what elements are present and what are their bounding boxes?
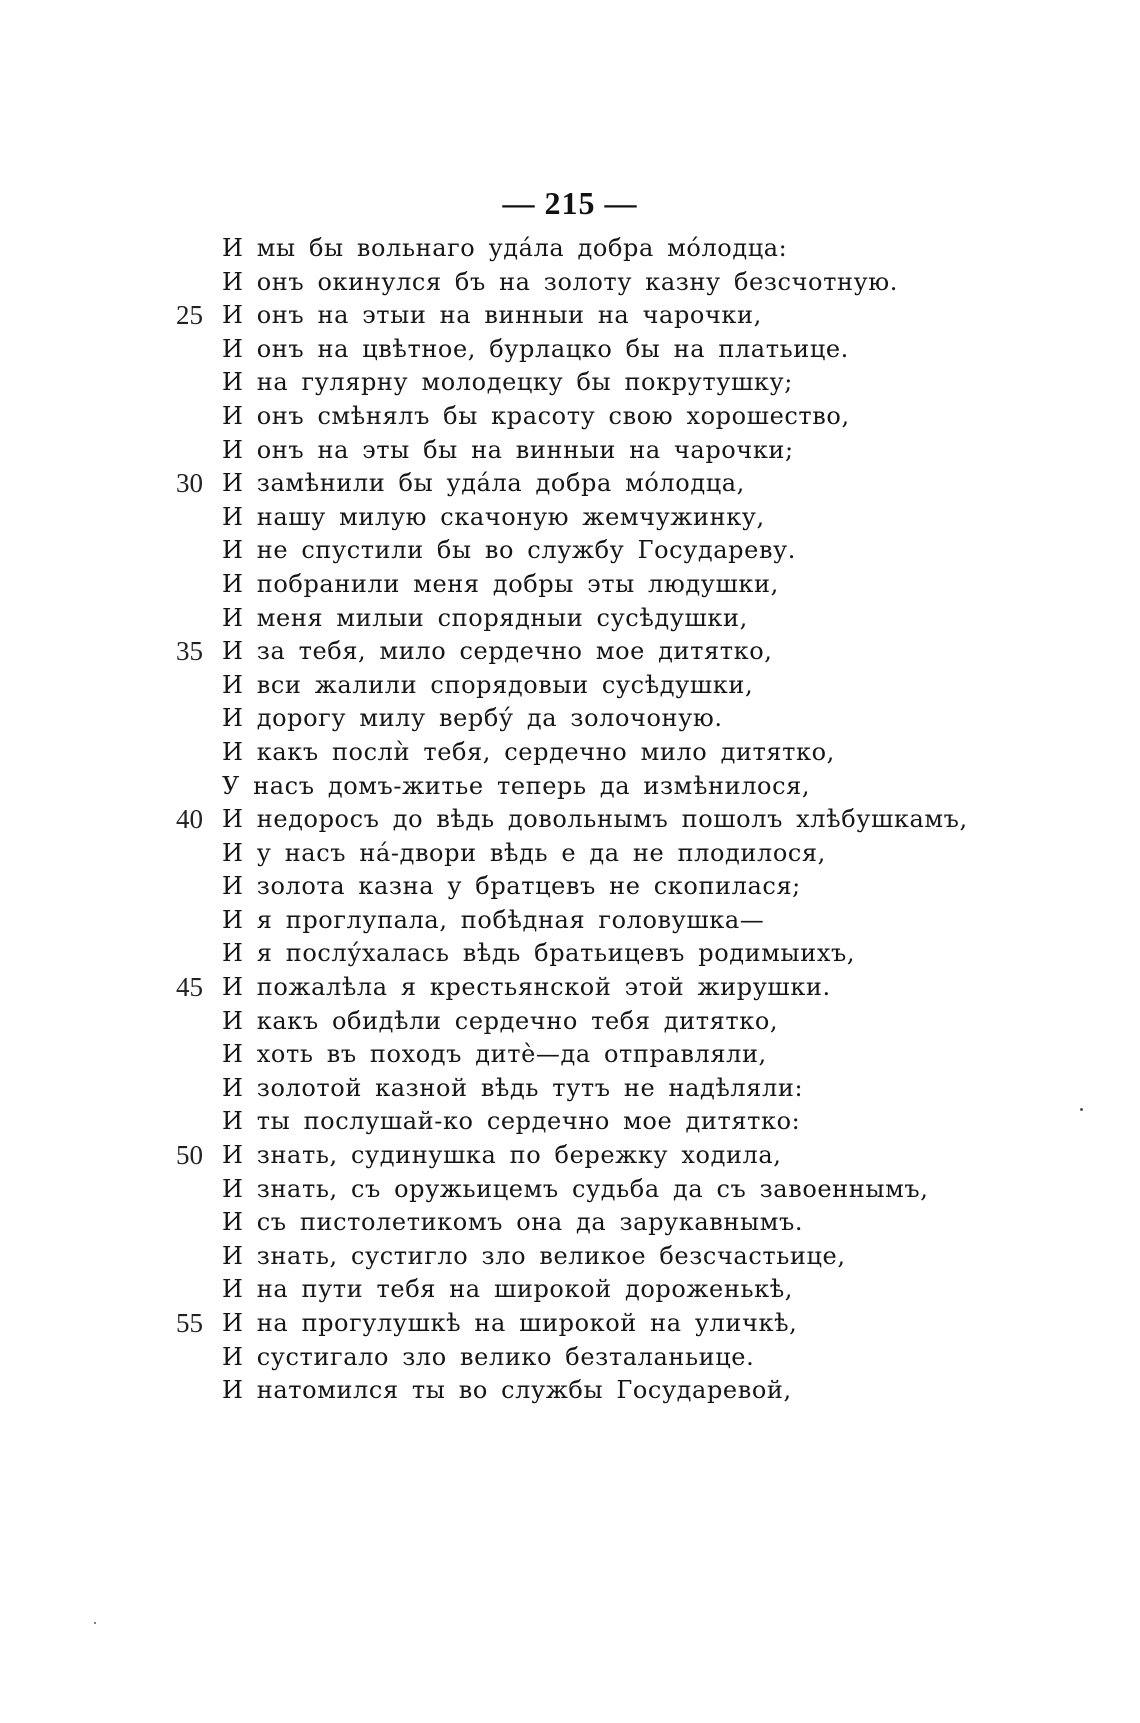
verse-text: И у насъ на́-двори вѣдь е да не плодилося, [222,838,826,867]
verse-text: И за тебя, мило сердечно мое дитятко, [222,637,773,666]
verse-line [0,266,1140,300]
verse-text: И золота казна у братцевъ не скопилася; [222,872,801,901]
line-number: 35 [176,636,203,667]
verse-text: И дорогу милу вербу́ да золочоную. [222,704,723,733]
verse-line [0,602,1140,636]
verse-text: И какъ послѝ тебя, сердечно мило дитятко, [222,737,835,766]
verse-text: И знать, сустигло зло великое безсчастьице, [222,1241,846,1270]
verse-text: И съ пистолетикомъ она да зарукавнымъ. [222,1208,804,1237]
verse-line [0,299,1140,333]
verse-line [0,434,1140,468]
verse-line [0,400,1140,434]
verse-line [0,803,1140,837]
scan-speck [94,1622,96,1624]
line-number: 30 [176,468,203,499]
line-number: 25 [176,300,203,331]
verse-text: И знать, судинушка по бережку ходила, [222,1141,782,1170]
verse-text: И вси жалили спорядовыи сусѣдушки, [222,670,754,699]
verse-line [0,501,1140,535]
verse-line [0,702,1140,736]
verse-line [0,1005,1140,1039]
verse-text: И онъ на цвѣтное, бурлацко бы на платьице. [222,334,849,363]
verse-line [0,1240,1140,1274]
verse-text: И онъ на этыи на винныи на чарочки, [222,301,762,330]
verse-block [0,232,1140,1408]
verse-text: И натомился ты во службы Государевой, [222,1376,792,1405]
verse-line [0,568,1140,602]
verse-text: И сустигало зло велико безталаньице. [222,1342,755,1371]
verse-line [0,870,1140,904]
verse-text: И меня милыи спорядныи сусѣдушки, [222,603,748,632]
line-number: 45 [176,972,203,1003]
verse-text: И на гулярну молодецку бы покрутушку; [222,368,793,397]
verse-line [0,534,1140,568]
verse-text: И ты послушай-ко сердечно мое дитятко: [222,1107,801,1136]
line-number: 55 [176,1308,203,1338]
line-number: 40 [176,804,203,835]
page-number: — 215 — [502,185,638,221]
verse-text: И знать, съ оружьицемъ судьба да съ завоеннымъ, [222,1174,929,1203]
verse-text: И на пути тебя на широкой дороженькѣ, [222,1275,794,1304]
verse-text: И мы бы вольнаго уда́ла добра мо́лодца: [222,234,788,262]
verse-text: И нашу милую скачоную жемчужинку, [222,502,765,531]
verse-text: И побранили меня добры эты людушки, [222,569,779,598]
verse-line [0,366,1140,400]
verse-text: И недоросъ до вѣдь довольнымъ пошолъ хлѣбушкамъ, [222,805,968,834]
verse-text: И онъ смѣнялъ бы красоту свою хорошество, [222,401,850,430]
verse-line [0,1139,1140,1173]
verse-text: И онъ окинулся бъ на золоту казну безсчотную. [222,267,899,296]
verse-line [0,1038,1140,1072]
verse-text: И на прогулушкѣ на широкой на уличкѣ, [222,1309,798,1337]
verse-text: И замѣнили бы уда́ла добра мо́лодца, [222,469,745,498]
verse-text: И золотой казной вѣдь тутъ не надѣляли: [222,1073,804,1102]
verse-line [0,837,1140,871]
verse-line [0,904,1140,938]
verse-line [0,770,1140,804]
verse-line [0,736,1140,770]
verse-text: И не спустили бы во службу Государеву. [222,536,797,565]
verse-text: И какъ обидѣли сердечно тебя дитятко, [222,1006,779,1035]
verse-line [0,971,1140,1005]
verse-line [0,635,1140,669]
verse-line [0,937,1140,971]
verse-line [0,1173,1140,1207]
verse-text: И я послу́халась вѣдь братьицевъ родимыихъ, [222,939,856,968]
verse-text: И я проглупала, побѣдная головушка— [222,905,765,934]
verse-line [0,1273,1140,1307]
verse-text: И пожалѣла я крестьянской этой жирушки. [222,973,831,1002]
verse-line [0,1341,1140,1375]
verse-line [0,1206,1140,1240]
verse-line [0,1072,1140,1106]
verse-text: И онъ на эты бы на винныи на чарочки; [222,435,794,464]
verse-text: И хоть въ походъ дитѐ—да отправляли, [222,1040,767,1069]
verse-line [0,1105,1140,1139]
verse-line [0,232,1140,266]
verse-line [0,1307,1140,1341]
verse-line [0,333,1140,367]
line-number: 50 [176,1140,203,1171]
verse-text: У насъ домъ-житье теперь да измѣнилося, [222,771,811,800]
verse-line [0,467,1140,501]
verse-line [0,1374,1140,1408]
verse-line [0,669,1140,703]
scan-speck [1080,1108,1083,1111]
